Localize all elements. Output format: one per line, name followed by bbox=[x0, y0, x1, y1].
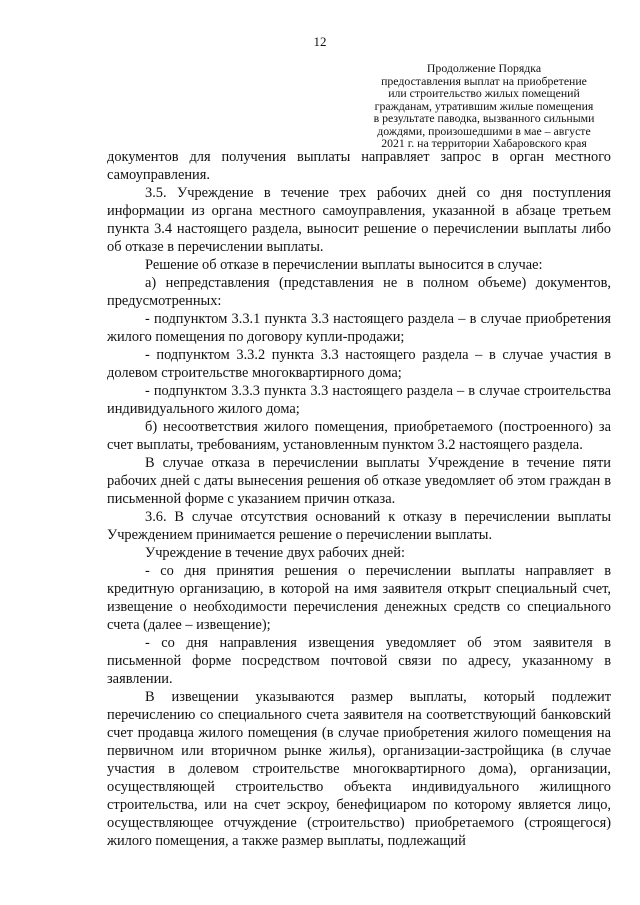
paragraph: - со дня направления извещения уведомляет об этом заявителя в письменной форме посредством почтовой связи по адресу, указанному в заявлении. bbox=[107, 635, 611, 687]
paragraph: Решение об отказе в перечислении выплаты выносится в случае: bbox=[145, 257, 543, 273]
header-line: гражданам, утратившим жилые помещения bbox=[374, 98, 594, 113]
paragraph: - подпунктом 3.3.1 пункта 3.3 настоящего раздела – в случае приобретения жилого помещения по договору купли-продажи; bbox=[107, 311, 611, 345]
document-body bbox=[107, 148, 611, 850]
paragraph: 3.6. В случае отсутствия оснований к отказу в перечислении выплаты Учреждением принимается решение о перечислении выплаты. bbox=[107, 509, 611, 543]
paragraph: Учреждение в течение двух рабочих дней: bbox=[145, 545, 405, 561]
paragraph: документов для получения выплаты направляет запрос в орган местного самоуправления. bbox=[107, 149, 611, 183]
paragraph: 3.5. Учреждение в течение трех рабочих дней со дня поступления информации из органа местного самоуправления, указанной в абзаце третьем пункта 3.4 настоящего раздела, выносит решение о перечислении выплаты либо об отказе в перечислении выплаты. bbox=[107, 185, 611, 255]
document-header bbox=[356, 62, 612, 150]
header-line: Продолжение Порядка bbox=[426, 61, 542, 75]
header-line: в результате паводка, вызванного сильными bbox=[373, 111, 595, 125]
header-line: предоставления выплат на приобретение bbox=[381, 73, 587, 88]
header-line: 2021 г. на территории Хабаровского края bbox=[381, 136, 587, 150]
paragraph: - подпунктом 3.3.3 пункта 3.3 настоящего раздела – в случае строительства индивидуального жилого дома; bbox=[107, 383, 611, 417]
paragraph: В извещении указываются размер выплаты, который подлежит перечислению со специального счета заявителя на соответствующий банковский счет продавца жилого помещения (в случае приобретения жилого помещения на первичном или вторичном рынке жилья), организации-застройщика (в случае участия в долевом строительстве многоквартирного дома), организации, осуществляющей строительство объекта индивидуального жилищного строительства, или на счет эскроу, бенефициаром по которому является лицо, осуществляющее отчуждение (строительство) приобретаемого (строящегося) жилого помещения, а также размер выплаты, подлежащий bbox=[107, 689, 611, 849]
paragraph: а) непредставления (представления не в полном объеме) документов, предусмотренных: bbox=[107, 275, 611, 309]
header-line: или строительство жилых помещений bbox=[388, 86, 580, 100]
paragraph: В случае отказа в перечислении выплаты Учреждение в течение пяти рабочих дней с даты вынесения решения об отказе уведомляет об этом граждан в письменной форме с указанием причин отказа. bbox=[107, 455, 611, 507]
header-line: дождями, произошедшими в мае – августе bbox=[377, 123, 591, 138]
page-number: 12 bbox=[313, 34, 327, 49]
paragraph: б) несоответствия жилого помещения, приобретаемого (построенного) за счет выплаты, требованиям, установленным пунктом 3.2 настоящего раздела. bbox=[107, 419, 611, 453]
paragraph: - подпунктом 3.3.2 пункта 3.3 настоящего раздела – в случае участия в долевом строительстве многоквартирного дома; bbox=[107, 347, 611, 381]
paragraph: - со дня принятия решения о перечислении выплаты направляет в кредитную организацию, в которой на имя заявителя открыт специальный счет, извещение о необходимости перечисления денежных средств со специального счета (далее – извещение); bbox=[107, 563, 611, 633]
